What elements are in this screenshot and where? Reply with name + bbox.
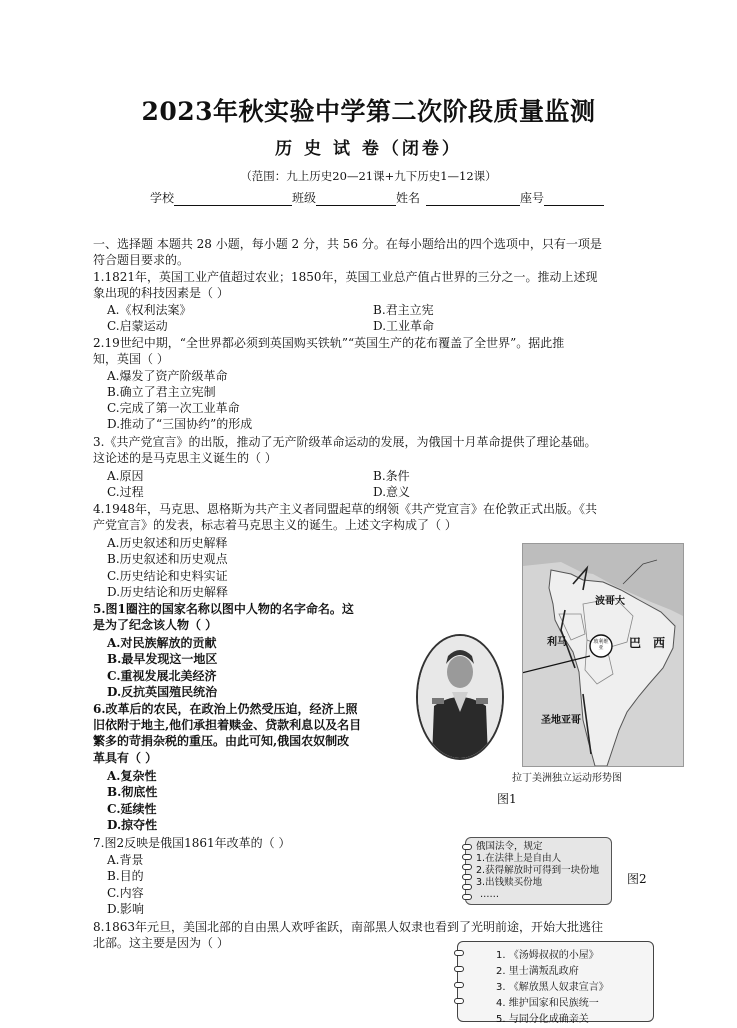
latin-america-map	[522, 543, 684, 767]
class-blank[interactable]	[316, 193, 396, 206]
notebook-ring	[462, 864, 472, 870]
section1-line2: 符合题目要求的。	[93, 253, 190, 267]
figure3-item: 5. 与同分化成确亲关	[496, 1014, 589, 1025]
q2-option-c[interactable]: C.完成了第一次工业革命	[107, 401, 240, 415]
map-caption: 拉丁美洲独立运动形势图	[512, 773, 622, 784]
q6-option-d[interactable]: D.掠夺性	[107, 818, 158, 832]
q5-option-d[interactable]: D.反抗英国殖民统治	[107, 685, 218, 699]
name-label: 姓名	[396, 191, 421, 205]
q2-option-d[interactable]: D.推动了“三国协约”的形成	[107, 417, 253, 431]
figure3-item: 3. 《解放黑人奴隶宣言》	[496, 982, 609, 993]
q2-option-b[interactable]: B.确立了君主立宪制	[107, 385, 216, 399]
figure3-item: 2. 里士满叛乱政府	[496, 966, 579, 977]
map-circled-country: 玻利维亚	[593, 639, 609, 651]
figure2-line: 俄国法令，规定	[476, 841, 543, 852]
map-label-santiago: 圣地亚哥	[541, 715, 581, 726]
q6-stem-line2: 旧依附于地主,他们承担着赎金、贷款利息以及名目	[93, 718, 362, 732]
q1-option-c[interactable]: C.启蒙运动	[107, 319, 168, 333]
figure2-label: 图2	[627, 872, 647, 886]
q6-option-c[interactable]: C.延续性	[107, 802, 157, 816]
notebook-ring	[462, 874, 472, 880]
q4-option-d[interactable]: D.历史结论和历史解释	[107, 585, 229, 599]
exam-title: 2023年秋实验中学第二次阶段质量监测	[141, 97, 596, 126]
q7-option-a[interactable]: A.背景	[107, 853, 144, 867]
q5-option-b[interactable]: B.最早发现这一地区	[107, 652, 218, 666]
q7-option-c[interactable]: C.内容	[107, 886, 144, 900]
map-label-bogota: 波哥大	[595, 596, 625, 607]
exam-scope: （范围：九上历史20—21课+九下历史1—12课）	[240, 169, 497, 183]
school-blank[interactable]	[174, 193, 292, 206]
q5-option-a[interactable]: A.对民族解放的贡献	[107, 636, 217, 650]
map-label-brazil-1: 巴	[629, 636, 642, 650]
figure3-item: 1. 《汤姆叔叔的小屋》	[496, 950, 599, 961]
q5-stem-line1: 5.图1圈注的国家名称以图中人物的名字命名。这	[93, 602, 354, 616]
notebook-ring	[454, 966, 464, 972]
figure2-line: ……	[480, 889, 499, 900]
q6-stem-line4: 革具有（ ）	[93, 751, 158, 765]
q8-stem-line1: 8.1863年元旦，美国北部的自由黑人欢呼雀跃，南部黑人奴隶也看到了光明前途，开始大批逃往	[93, 920, 603, 934]
student-info-row	[150, 189, 604, 206]
section1-line1: 一、选择题 本题共 28 小题，每小题 2 分，共 56 分。在每小题给出的四个选项中，只有一项是	[93, 237, 602, 251]
q2-stem-line2: 知，英国（ ）	[93, 352, 169, 366]
figure2-line: 3.出钱赎买份地	[476, 877, 543, 888]
map-drawing	[523, 544, 683, 766]
notebook-ring	[454, 982, 464, 988]
q3-option-a[interactable]: A.原因	[107, 469, 144, 483]
q1-option-a[interactable]: A.《权利法案》	[107, 303, 192, 317]
portrait-drawing	[418, 636, 502, 758]
q3-option-b[interactable]: B.条件	[373, 469, 410, 483]
figure2-notebook	[465, 837, 612, 905]
q1-stem-line1: 1.1821年，英国工业产值超过农业；1850年，英国工业总产值占世界的三分之一。推动上述现	[93, 270, 598, 284]
notebook-ring	[462, 884, 472, 890]
q3-stem-line1: 3.《共产党宣言》的出版，推动了无产阶级革命运动的发展，为俄国十月革命提供了理论基础。	[93, 435, 597, 449]
notebook-ring	[462, 844, 472, 850]
seat-label: 座号	[520, 191, 545, 205]
q1-option-d[interactable]: D.工业革命	[373, 319, 435, 333]
q3-option-c[interactable]: C.过程	[107, 485, 144, 499]
exam-subtitle: 历 史 试 卷（闭卷）	[275, 139, 462, 159]
figure3-item: 4. 维护国家和民族统一	[496, 998, 599, 1009]
seat-blank[interactable]	[544, 193, 604, 206]
name-blank[interactable]	[426, 193, 520, 206]
map-label-lima: 利马	[547, 637, 567, 648]
q3-option-d[interactable]: D.意义	[373, 485, 411, 499]
q7-option-d[interactable]: D.影响	[107, 902, 145, 916]
q6-option-b[interactable]: B.彻底性	[107, 785, 158, 799]
q1-stem-line2: 象出现的科技因素是（ ）	[93, 286, 229, 300]
q3-stem-line2: 这论述的是马克思主义诞生的（ ）	[93, 451, 277, 465]
q6-stem-line3: 繁多的苛捐杂税的重压。由此可知,俄国农奴制改	[93, 734, 350, 748]
q4-stem-line2: 产党宣言》的发表，标志着马克思主义的诞生。上述文字构成了（ ）	[93, 518, 457, 532]
notebook-ring	[454, 998, 464, 1004]
figure1-label: 图1	[497, 792, 517, 806]
school-label: 学校	[150, 191, 175, 205]
map-label-brazil-2: 西	[653, 636, 666, 650]
q4-stem-line1: 4.1948年，马克思、恩格斯为共产主义者同盟起草的纲领《共产党宣言》在伦敦正式出版。《共	[93, 502, 597, 516]
q4-option-c[interactable]: C.历史结论和史料实证	[107, 569, 228, 583]
notebook-ring	[462, 894, 472, 900]
figure2-line: 1.在法律上是自由人	[476, 853, 562, 864]
notebook-ring	[454, 950, 464, 956]
q5-option-c[interactable]: C.重视发展北美经济	[107, 669, 217, 683]
q4-option-a[interactable]: A.历史叙述和历史解释	[107, 536, 228, 550]
notebook-ring	[462, 854, 472, 860]
q1-option-b[interactable]: B.君主立宪	[373, 303, 434, 317]
q2-stem-line1: 2.19世纪中期，“全世界都必须到英国购买铁轨”“英国生产的花布覆盖了全世界”。据此推	[93, 336, 565, 350]
q6-option-a[interactable]: A.复杂性	[107, 769, 157, 783]
class-label: 班级	[292, 191, 317, 205]
q2-option-a[interactable]: A.爆发了资产阶级革命	[107, 369, 228, 383]
figure2-line: 2.获得解放时可得到一块份地	[476, 865, 600, 876]
q8-stem-line2: 北部。这主要是因为（ ）	[93, 936, 229, 950]
q4-option-b[interactable]: B.历史叙述和历史观点	[107, 552, 228, 566]
q5-stem-line2: 是为了纪念该人物（ ）	[93, 618, 218, 632]
bolivar-portrait	[416, 634, 504, 760]
figure3-notebook	[457, 941, 654, 1025]
q6-stem-line1: 6.改革后的农民，在政治上仍然受压迫，经济上照	[93, 702, 358, 716]
q7-stem-line1: 7.图2反映是俄国1861年改革的（ ）	[93, 836, 291, 850]
q7-option-b[interactable]: B.目的	[107, 869, 144, 883]
